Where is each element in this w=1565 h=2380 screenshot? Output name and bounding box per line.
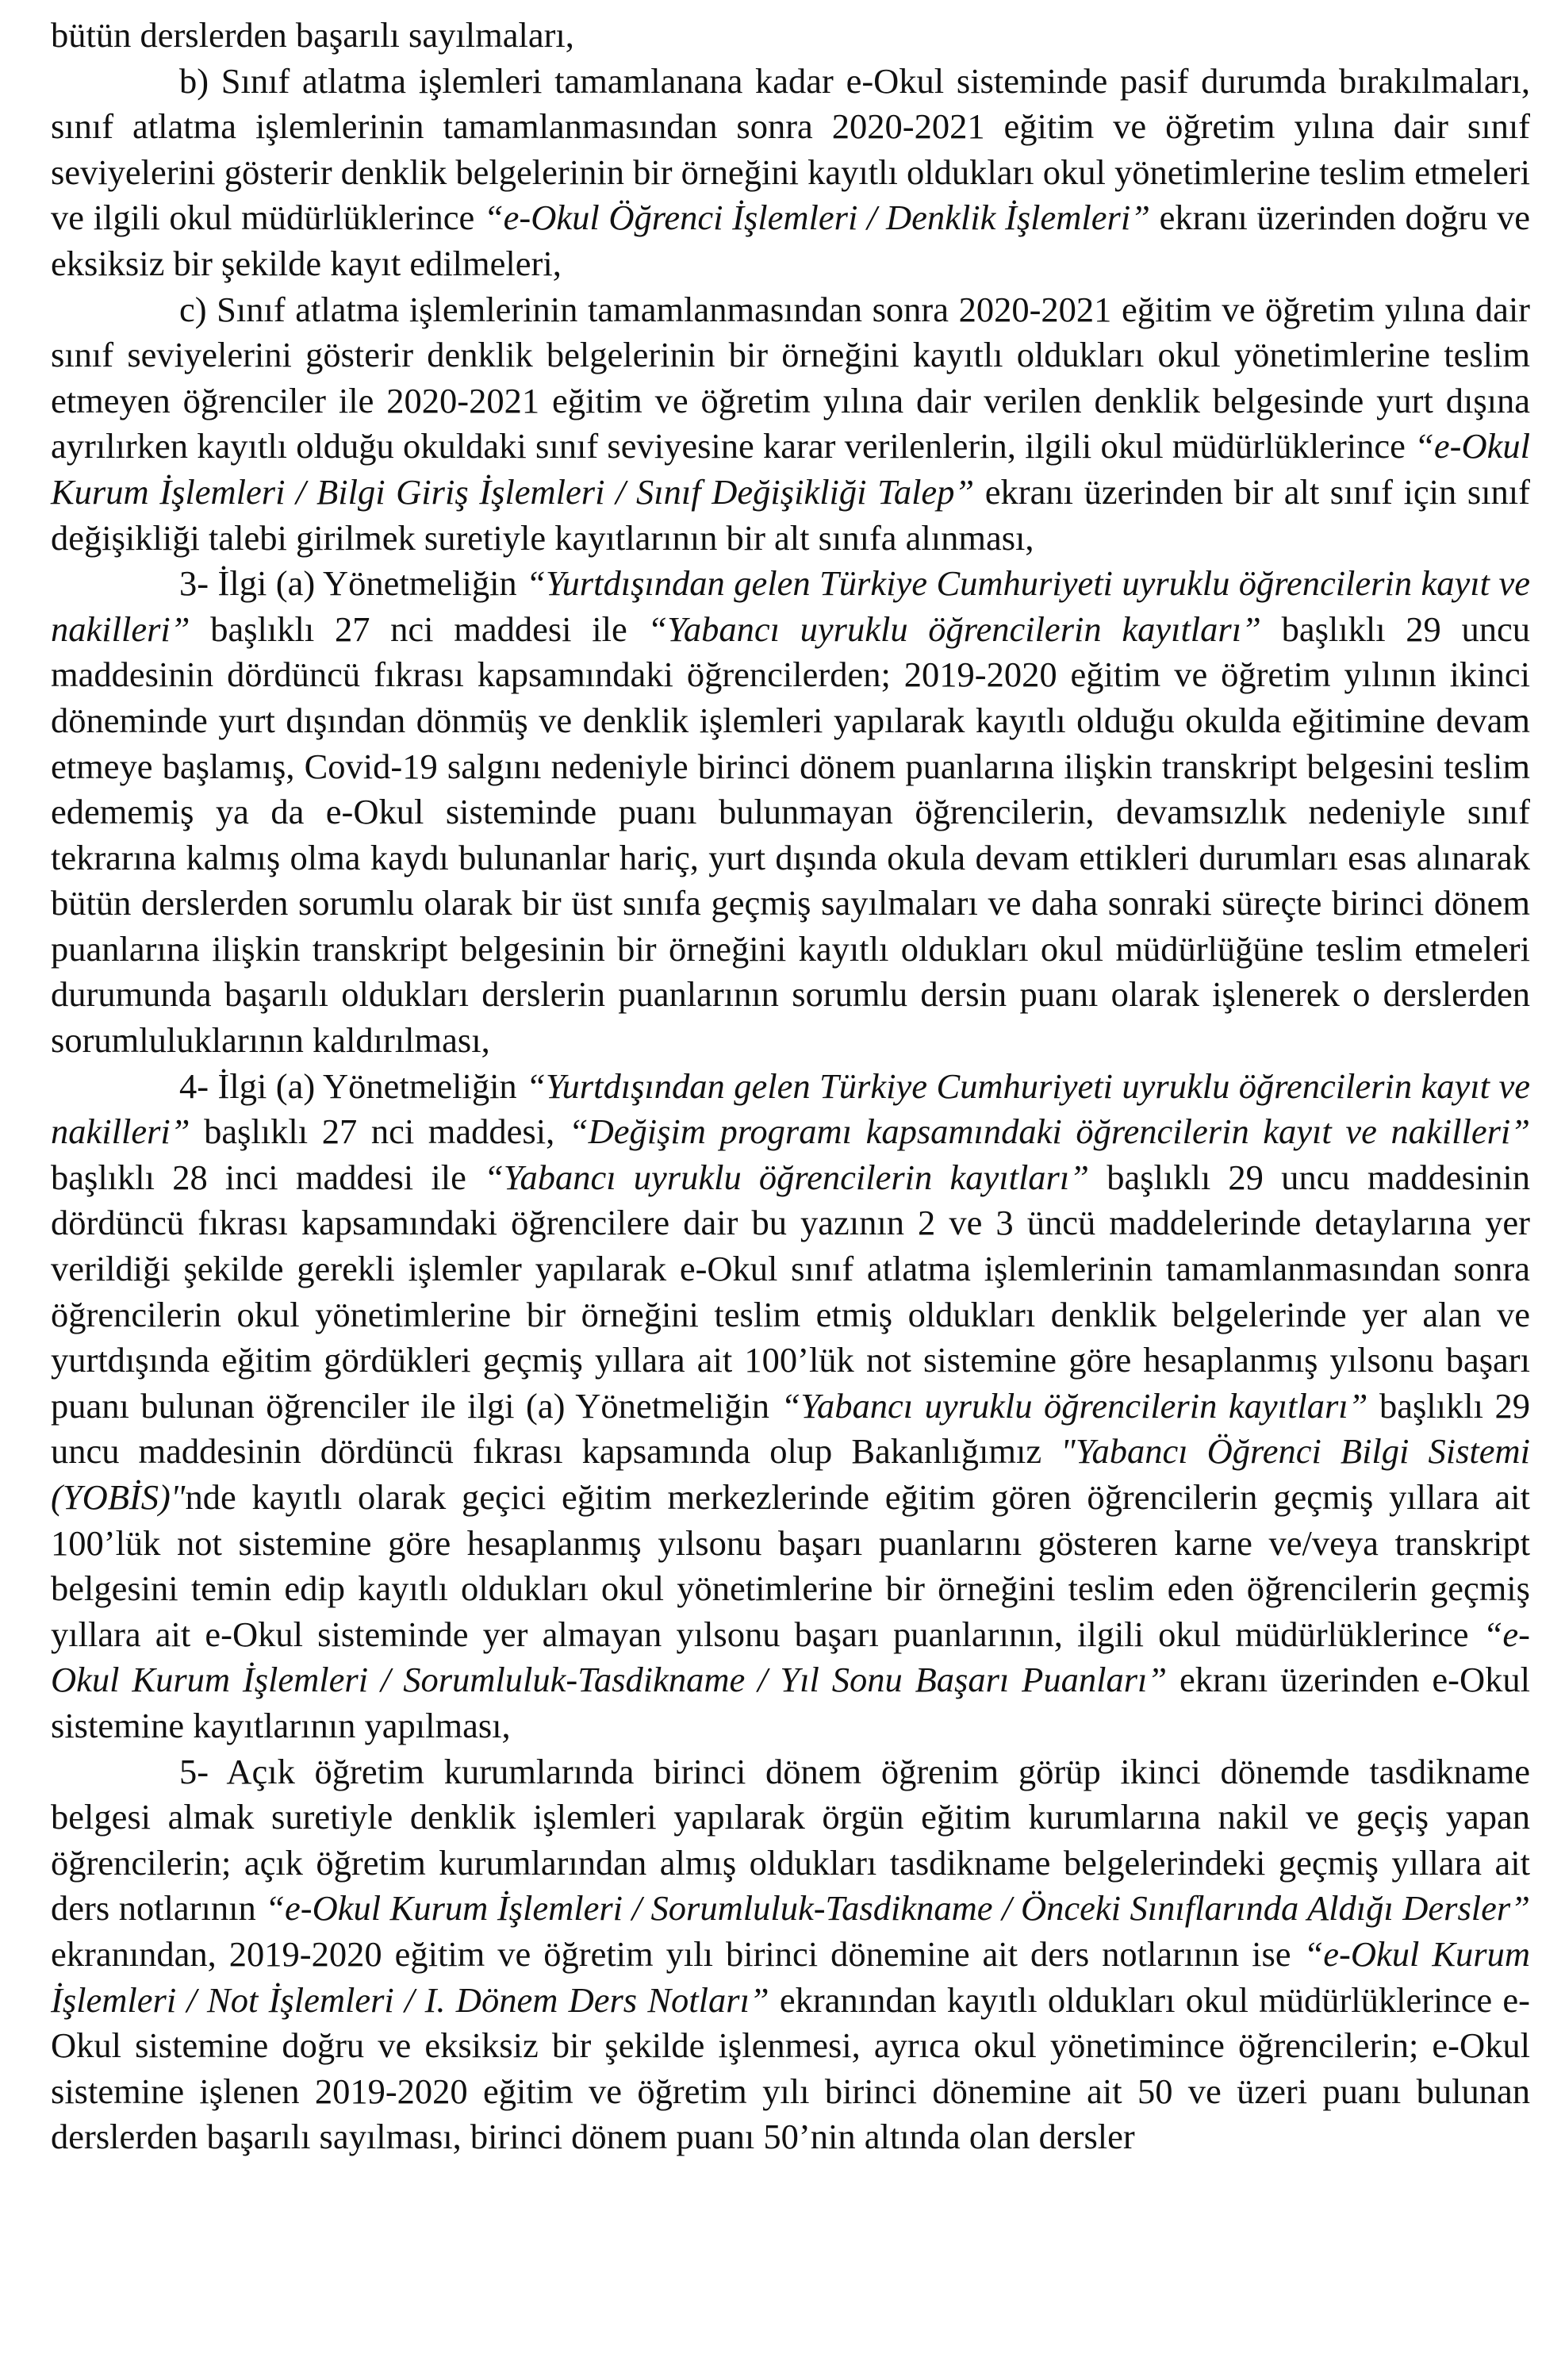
text-run: ekranı üzerinden bir alt sınıf için sınıf değişikliği talebi girilmek suretiyle kayıtlarının bir alt sınıfa alınması,	[51, 471, 1530, 558]
text-run: bütün derslerden başarılı sayılmaları,	[51, 15, 574, 55]
text-run: b) Sınıf atlatma işlemleri tamamlanana kadar e-Okul sisteminde pasif durumda bırakılmaları, sınıf atlatma işlemlerinin tamamlanmasından sonra 2020-2021 eğitim ve öğretim yılına dair sınıf seviyelerini gösterir denklik belgelerinin bir örneğini kayıtlı oldukları okul yönetimlerine teslim etmeleri ve ilgili okul müdürlüklerince	[51, 60, 1530, 238]
paragraph-item-c	[51, 287, 1530, 562]
italic-article-title: “Yabancı uyruklu öğrencilerin kayıtları”	[781, 1385, 1368, 1426]
paragraph-item-4	[51, 1064, 1530, 1749]
text-run: 4- İlgi (a) Yönetmeliğin	[179, 1065, 527, 1106]
text-run: ekranından kayıtlı oldukları okul müdürlüklerince e-Okul sistemine doğru ve eksiksiz bir şekilde işlenmesi, ayrıca okul yönetimince öğrencilerin; e-Okul sistemine işlenen 2019-2020 eğitim ve öğretim yılı birinci dönemine ait 50 ve üzeri puanı bulunan derslerden başarılı sayılması, birinci dönem puanı 50’nin altında olan dersler	[51, 1979, 1530, 2157]
text-run: başlıklı 27 nci maddesi ile	[190, 608, 648, 649]
italic-article-title: “Değişim programı kapsamındaki öğrencilerin kayıt ve nakilleri”	[568, 1111, 1530, 1152]
text-run: 5- Açık öğretim kurumlarında birinci dönem öğrenim görüp ikinci dönemde tasdikname belgesi almak suretiyle denklik işlemleri yapılarak örgün eğitim kurumlarına nakil ve geçiş yapan öğrencilerin; açık öğretim kurumlarından almış oldukları tasdikname belgelerindeki geçmiş yıllara ait ders notlarının	[51, 1751, 1530, 1929]
italic-screen-path: “e-Okul Kurum İşlemleri / Sorumluluk-Tasdikname / Yıl Sonu Başarı Puanları”	[51, 1614, 1530, 1700]
italic-article-title: “Yurtdışından gelen Türkiye Cumhuriyeti uyruklu öğrencilerin kayıt ve nakilleri”	[51, 1065, 1530, 1152]
italic-screen-path: “e-Okul Öğrenci İşlemleri / Denklik İşlemleri”	[483, 198, 1150, 238]
text-run: başlıklı 28 inci maddesi ile	[51, 1157, 485, 1197]
paragraph-item-3	[51, 561, 1530, 1064]
text-run: 3- İlgi (a) Yönetmeliğin	[179, 563, 527, 604]
italic-screen-path: “e-Okul Kurum İşlemleri / Sorumluluk-Tasdikname / Önceki Sınıflarında Aldığı Dersler”	[265, 1888, 1530, 1929]
italic-article-title: “Yabancı uyruklu öğrencilerin kayıtları”	[484, 1157, 1089, 1197]
italic-article-title: “Yurtdışından gelen Türkiye Cumhuriyeti uyruklu öğrencilerin kayıt ve nakilleri”	[51, 563, 1530, 649]
paragraph-item-5	[51, 1749, 1530, 2160]
text-run: ekranı üzerinden doğru ve eksiksiz bir şekilde kayıt edilmeleri,	[51, 198, 1530, 283]
text-run: nde kayıtlı olarak geçici eğitim merkezlerinde eğitim gören öğrencilerin geçmiş yıllara ait 100’lük not sistemine göre hesaplanmış yılsonu başarı puanlarını gösteren karne ve/veya transkript belgesini temin edip kayıtlı oldukları okul yönetimlerine bir örneğini teslim eden öğrencilerin geçmiş yıllara ait e-Okul sisteminde yer almayan yılsonu başarı puanlarının, ilgili okul müdürlüklerince	[51, 1477, 1530, 1654]
text-run: c) Sınıf atlatma işlemlerinin tamamlanmasından sonra 2020-2021 eğitim ve öğretim yılına dair sınıf seviyelerini gösterir denklik belgelerinin bir örneğini kayıtlı oldukları okul yönetimlerine teslim etmeyen öğrenciler ile 2020-2021 eğitim ve öğretim yılına dair verilen denklik belgesinde yurt dışına ayrılırken kayıtlı olduğu okuldaki sınıf seviyesine karar verilenlerin, ilgili okul müdürlüklerince	[51, 289, 1530, 466]
italic-screen-path: “e-Okul Kurum İşlemleri / Not İşlemleri / I. Dönem Ders Notları”	[51, 1933, 1530, 2020]
text-run: başlıklı 29 uncu maddesinin dördüncü fıkrası kapsamındaki öğrencilerden; 2019-2020 eğitim ve öğretim yılının ikinci döneminde yurt dışından dönmüş ve denklik işlemleri yapılarak kayıtlı olduğu okulda eğitimine devam etmeye başlamış, Covid-19 salgını nedeniyle birinci dönem puanlarına ilişkin transkript belgesini teslim edememiş ya da e-Okul sisteminde puanı bulunmayan öğrencilerin, devamsızlık nedeniyle sınıf tekrarına kalmış olma kaydı bulunanlar hariç, yurt dışında okula devam ettikleri durumları esas alınarak bütün derslerden sorumlu olarak bir üst sınıfa geçmiş sayılmaları ve daha sonraki süreçte birinci dönem puanlarına ilişkin transkript belgesinin bir örneğini kayıtlı oldukları okul müdürlüğüne teslim etmeleri durumunda başarılı oldukları derslerin puanlarının sorumlu dersin puanı olarak işlenerek o derslerden sorumluluklarının kaldırılması,	[51, 608, 1530, 1061]
paragraph-continuation	[51, 13, 1530, 59]
paragraph-item-b	[51, 59, 1530, 287]
text-run: başlıklı 29 uncu maddesinin dördüncü fıkrası kapsamındaki öğrencilere dair bu yazının 2 ve 3 üncü maddelerinde detaylarına yer verildiği şekilde gerekli işlemler yapılarak e-Okul sınıf atlatma işlemlerinin tamamlanmasından sonra öğrencilerin okul yönetimlerine bir örneğini teslim etmiş oldukları denklik belgelerinde yer alan ve yurtdışında eğitim gördükleri geçmiş yıllara ait 100’lük not sistemine göre hesaplanmış yılsonu başarı puanı bulunan öğrenciler ile ilgi (a) Yönetmeliğin	[51, 1157, 1531, 1426]
italic-system-name: "Yabancı Öğrenci Bilgi Sistemi (YOBİS)"	[51, 1431, 1530, 1517]
text-run: ekranından, 2019-2020 eğitim ve öğretim yılı birinci dönemine ait ders notlarının ise	[51, 1933, 1304, 1974]
text-run: başlıklı 27 nci maddesi,	[190, 1111, 569, 1152]
text-run: ekranı üzerinden e-Okul sistemine kayıtlarının yapılması,	[51, 1660, 1530, 1745]
italic-screen-path: “e-Okul Kurum İşlemleri / Bilgi Giriş İşlemleri / Sınıf Değişikliği Talep”	[51, 426, 1530, 512]
text-run: başlıklı 29 uncu maddesinin dördüncü fıkrası kapsamında olup Bakanlığımız	[51, 1385, 1530, 1472]
italic-article-title: “Yabancı uyruklu öğrencilerin kayıtları”	[647, 608, 1261, 649]
